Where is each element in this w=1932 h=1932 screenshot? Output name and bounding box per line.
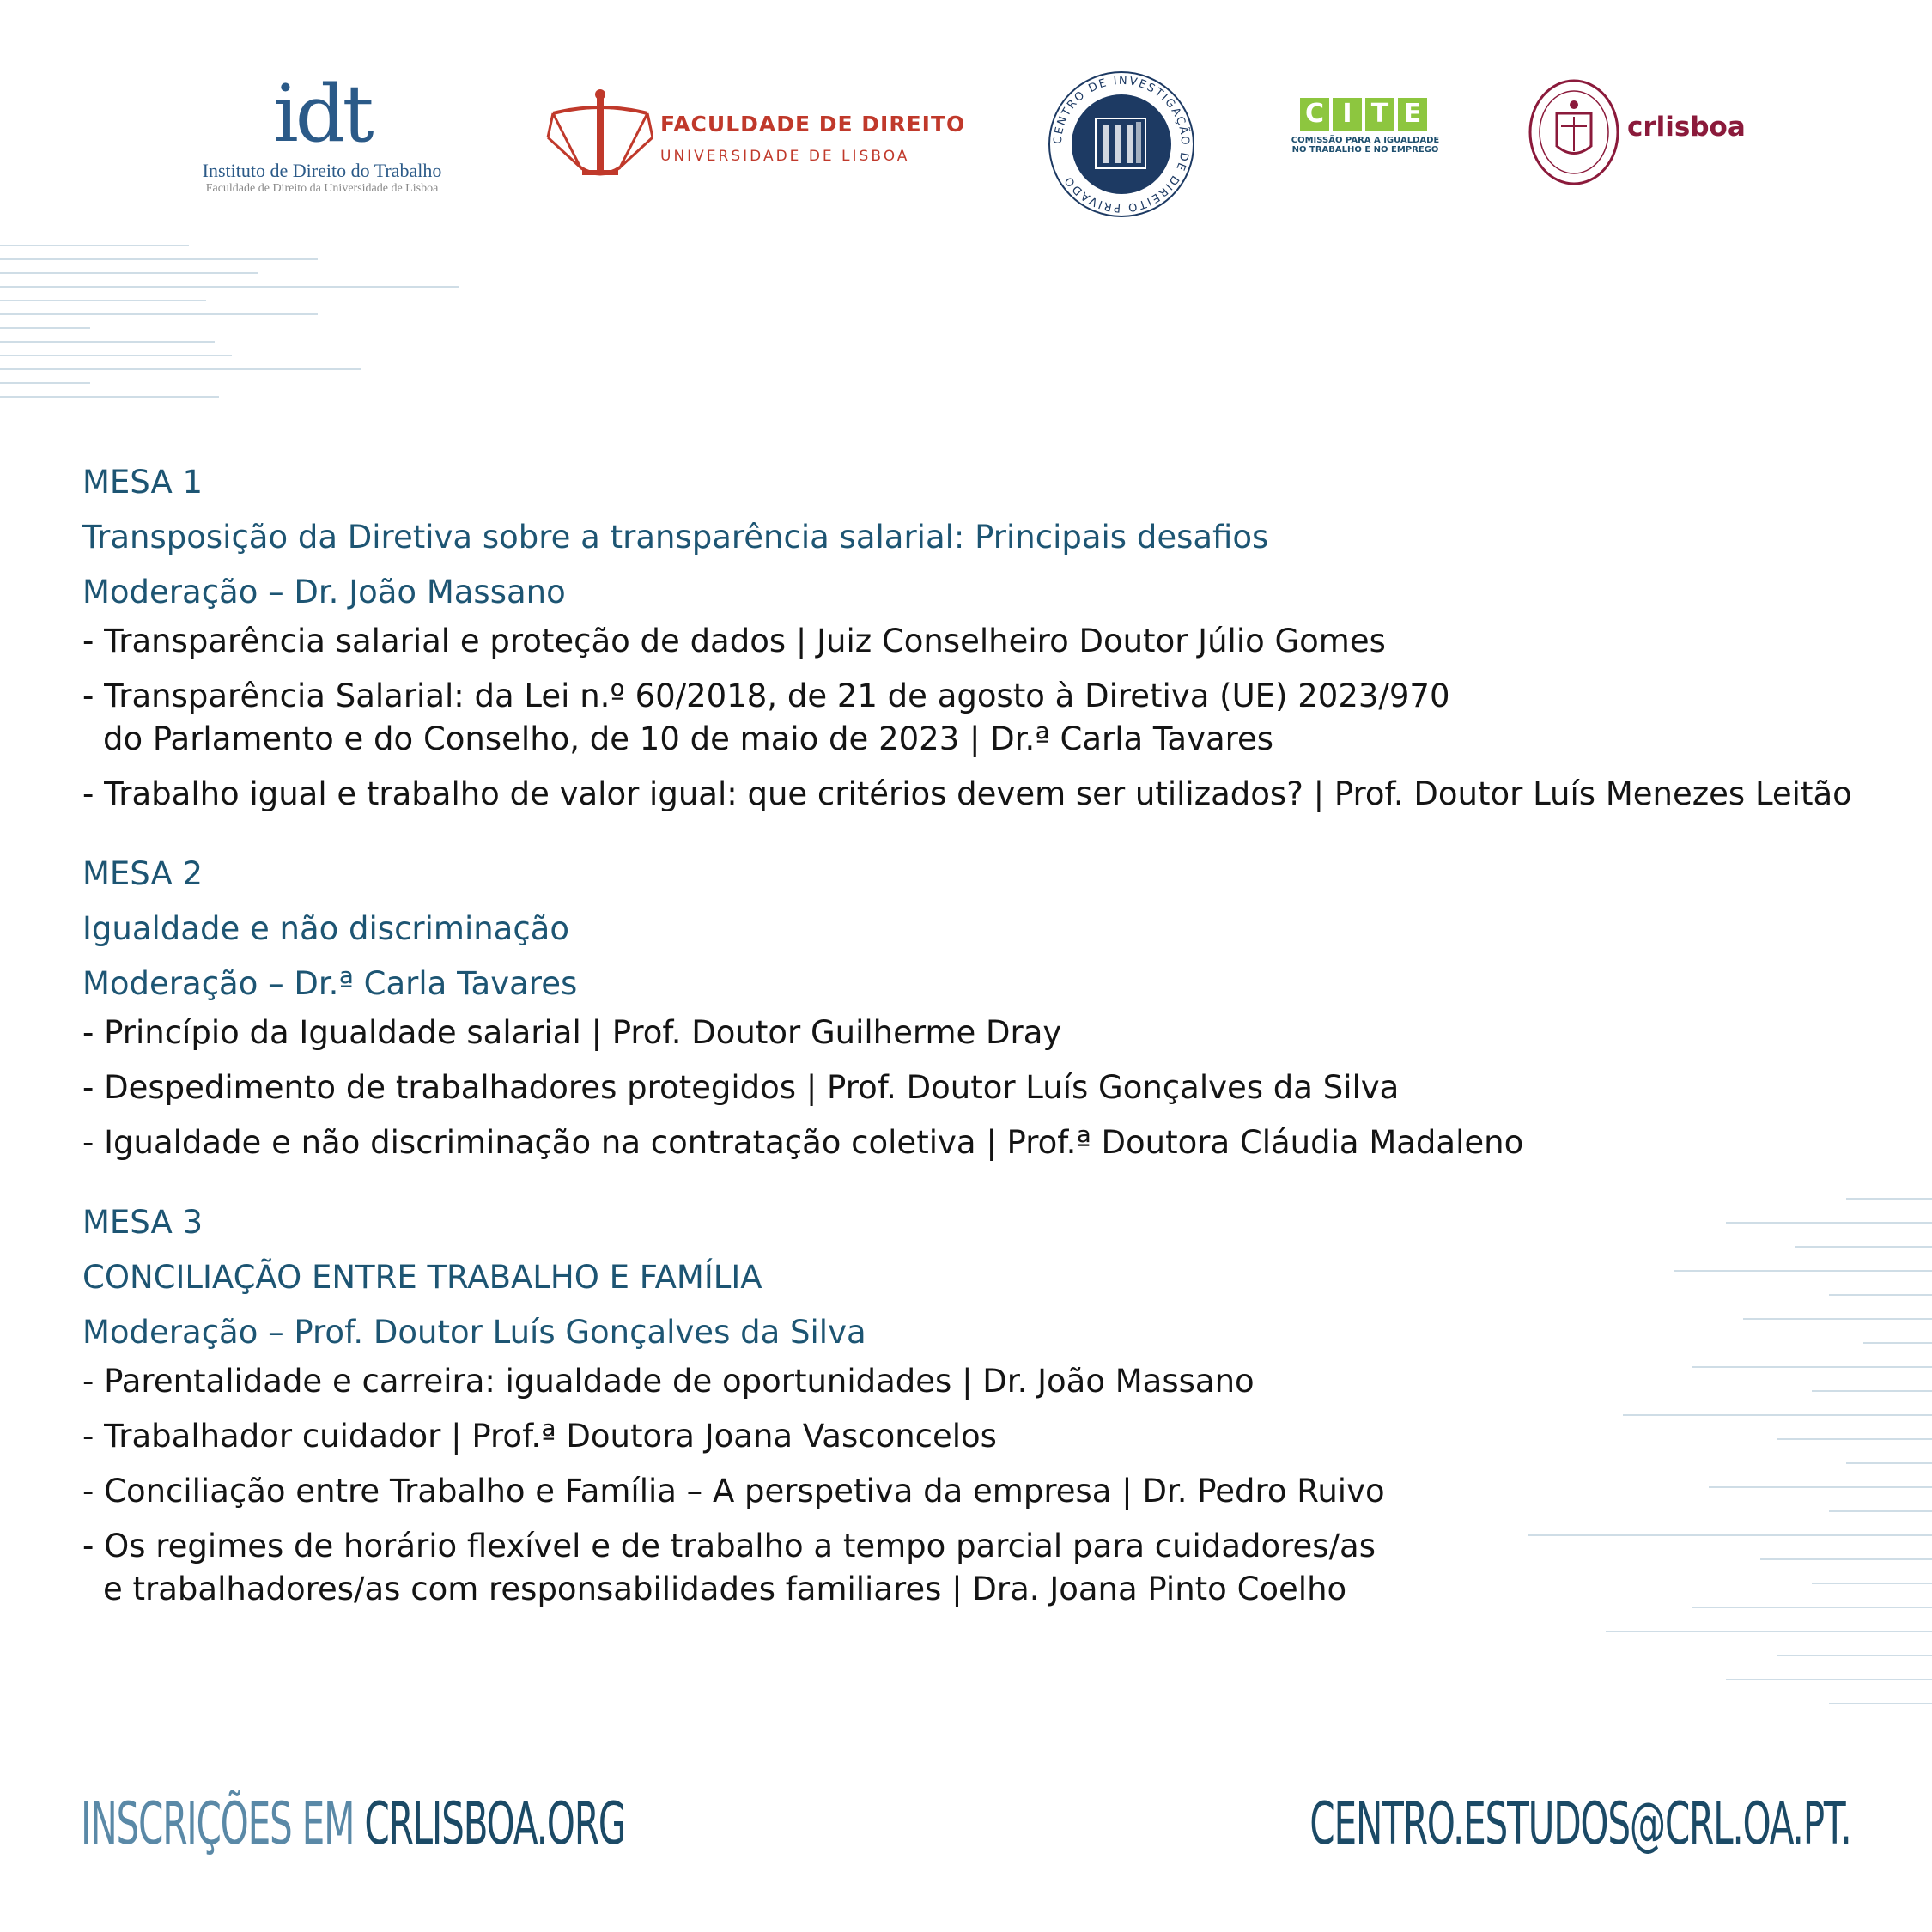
talk-text: - Transparência salarial e proteção de dados | Juiz Conselheiro Doutor Júlio Gomes: [82, 623, 1386, 659]
crlisboa-logo-text: crlisboa: [1627, 112, 1746, 143]
talk-text: - Os regimes de horário flexível e de trabalho a tempo parcial para cuidadores/as: [82, 1528, 1376, 1564]
talk-text-continued: e trabalhadores/as com responsabilidades familiares | Dra. Joana Pinto Coelho: [103, 1571, 1347, 1607]
talk-text: - Igualdade e não discriminação na contratação coletiva | Prof.ª Doutora Cláudia Madaleno: [82, 1124, 1524, 1161]
talk-text: - Princípio da Igualdade salarial | Prof. Doutor Guilherme Dray: [82, 1014, 1062, 1051]
registration-prefix: INSCRIÇÕES EM: [81, 1790, 365, 1858]
talk-item: [82, 620, 1868, 663]
cidp-logo: [1046, 69, 1197, 220]
stripe: [0, 245, 189, 246]
talk-text: - Despedimento de trabalhadores protegidos | Prof. Doutor Luís Gonçalves da Silva: [82, 1069, 1400, 1106]
idt-logo-line2: Faculdade de Direito da Universidade de Lisboa: [205, 182, 439, 195]
registration-link[interactable]: CRLISBOA.ORG: [364, 1790, 626, 1858]
stripe: [0, 313, 318, 315]
mesa-title: Igualdade e não discriminação: [82, 910, 569, 947]
stripe: [0, 258, 318, 260]
talk-item: [82, 1360, 1868, 1403]
ordem-advogados-seal-icon: [1527, 79, 1621, 191]
stripe: [0, 368, 361, 370]
cite-logo: [1279, 98, 1451, 175]
program: [82, 455, 1868, 1642]
stripe: [0, 300, 206, 301]
mesa-moderation: Moderação – Dr. João Massano: [82, 574, 566, 611]
logo-bar: [0, 0, 1932, 232]
crlisboa-logo: [1527, 79, 1801, 191]
mesa-label: MESA 1: [82, 464, 204, 501]
stripe: [0, 286, 459, 288]
cite-letter: I: [1333, 98, 1362, 131]
talk-item: [82, 773, 1868, 816]
stripe: [1863, 1342, 1932, 1344]
idt-logo: [176, 68, 468, 204]
stripe: [0, 382, 90, 384]
mesa-1: [82, 455, 1868, 816]
talk-item: [82, 1470, 1868, 1513]
stripe: [0, 341, 215, 343]
stripe: [1726, 1679, 1932, 1680]
idt-logo-mark: idt: [273, 68, 371, 160]
talk-item: [82, 1012, 1868, 1054]
talk-item: [82, 1121, 1868, 1164]
faculdade-direito-logo: [546, 86, 975, 189]
talk-item: [82, 1066, 1868, 1109]
cite-letter: T: [1365, 98, 1394, 131]
stripe: [0, 355, 232, 356]
talk-item: [82, 1525, 1868, 1611]
talk-item: [82, 1415, 1868, 1458]
talk-item: [82, 675, 1868, 761]
talk-text: - Transparência Salarial: da Lei n.º 60/2018, de 21 de agosto à Diretiva (UE) 2023/970: [82, 677, 1450, 714]
cite-letter: E: [1398, 98, 1427, 131]
talk-text: - Conciliação entre Trabalho e Família – A perspetiva da empresa | Dr. Pedro Ruivo: [82, 1473, 1385, 1510]
mesa-2: [82, 847, 1868, 1164]
cite-logo-line2: NO TRABALHO E NO EMPREGO: [1291, 145, 1439, 155]
cidp-ring-text: CENTRO DE INVESTIGAÇÃO DE DIREITO PRIVADO: [1051, 74, 1192, 215]
fd-logo-line1: FACULDADE DE DIREITO: [660, 112, 966, 137]
mesa-title: CONCILIAÇÃO ENTRE TRABALHO E FAMÍLIA: [82, 1259, 762, 1296]
scales-icon: [546, 86, 653, 189]
mesa-label: MESA 2: [82, 855, 204, 892]
mesa-moderation: Moderação – Dr.ª Carla Tavares: [82, 965, 578, 1002]
mesa-moderation: Moderação – Prof. Doutor Luís Gonçalves da Silva: [82, 1314, 866, 1351]
cidp-seal-icon: [1046, 69, 1197, 220]
cite-logo-line1: COMISSÃO PARA A IGUALDADE: [1291, 136, 1440, 145]
cite-letter-boxes: [1300, 98, 1451, 131]
registration-info: [81, 1790, 625, 1859]
cite-letter: C: [1300, 98, 1329, 131]
stripe: [0, 327, 90, 329]
idt-logo-line1: Instituto de Direito do Trabalho: [202, 160, 442, 181]
mesa-label: MESA 3: [82, 1204, 204, 1241]
talk-text-continued: do Parlamento e do Conselho, de 10 de maio de 2023 | Dr.ª Carla Tavares: [103, 720, 1274, 757]
stripe: [0, 396, 219, 398]
talk-text: - Trabalhador cuidador | Prof.ª Doutora Joana Vasconcelos: [82, 1418, 997, 1455]
stripe: [1829, 1703, 1932, 1704]
decorative-stripes-top-left: [0, 245, 464, 408]
talk-text: - Parentalidade e carreira: igualdade de oportunidades | Dr. João Massano: [82, 1363, 1255, 1400]
mesa-3: [82, 1195, 1868, 1611]
talk-text: - Trabalho igual e trabalho de valor igual: que critérios devem ser utilizados? | Prof. Doutor Luís Menezes Leitão: [82, 775, 1852, 812]
stripe: [0, 272, 258, 274]
fd-logo-line2: UNIVERSIDADE DE LISBOA: [660, 148, 910, 165]
mesa-title: Transposição da Diretiva sobre a transparência salarial: Principais desafios: [82, 519, 1269, 556]
stripe: [1777, 1655, 1932, 1656]
contact-email[interactable]: CENTRO.ESTUDOS@CRL.OA.PT.: [1309, 1790, 1851, 1858]
